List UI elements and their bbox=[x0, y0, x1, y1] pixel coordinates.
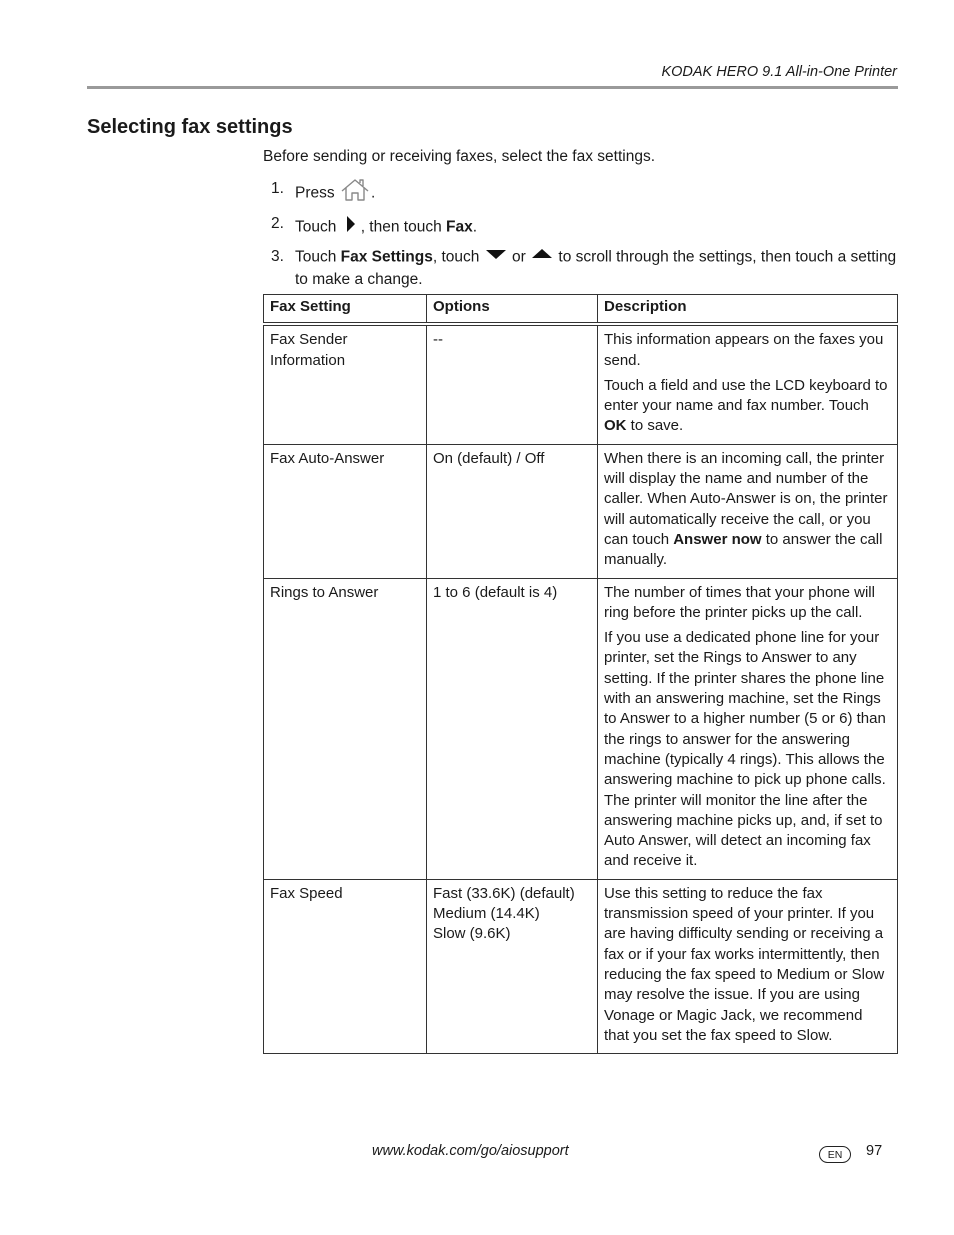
step-3: 3. Touch Fax Settings, touch or to scroll through the settings, then touch a setting to make a change. bbox=[263, 246, 897, 291]
intro-text: Before sending or receiving faxes, select the fax settings. bbox=[263, 148, 656, 165]
description-cell: Use this setting to reduce the fax transmission speed of your printer. If you are having difficulty sending or receiving a fax or if your fax works intermittently, then reducing the fax speed to Medium or Slow may resolve the issue. If you are using Vonage or Magic Jack, we recommend that you set the fax speed to Slow. bbox=[598, 879, 898, 1053]
language-badge: EN bbox=[819, 1146, 851, 1163]
description-cell: This information appears on the faxes you send. Touch a field and use the LCD keyboard to enter your name and fax number. Touch OK to save. bbox=[598, 324, 898, 444]
down-arrow-icon bbox=[484, 246, 508, 269]
right-arrow-icon bbox=[341, 213, 361, 242]
column-header: Description bbox=[598, 295, 898, 325]
fax-settings-table bbox=[263, 294, 898, 1054]
home-icon bbox=[339, 178, 371, 209]
support-url: www.kodak.com/go/aiosupport bbox=[372, 1143, 569, 1159]
running-header: KODAK HERO 9.1 All-in-One Printer bbox=[661, 64, 897, 80]
setting-cell: Rings to Answer bbox=[264, 578, 427, 879]
table-row bbox=[264, 879, 898, 1053]
step-number: 3. bbox=[271, 248, 284, 265]
table-row bbox=[264, 324, 898, 444]
description-cell: When there is an incoming call, the printer will display the name and number of the caller. When Auto-Answer is on, the printer will automatically receive the call, or you can touch Answer now to answer the call manually. bbox=[598, 444, 898, 578]
setting-cell: Fax Auto-Answer bbox=[264, 444, 427, 578]
description-cell: The number of times that your phone will ring before the printer picks up the call. If you use a dedicated phone line for your printer, set the Rings to Answer to any setting. If the printer shares the phone line with an answering machine, set the Rings to Answer to a higher number (5 or 6) than the rings to answer for the answering machine (typically 4 rings). This allows the answering machine to pick up phone calls. The printer will monitor the line after the answering machine picks up, and, if set to Auto Answer, will detect an incoming fax and receive it. bbox=[598, 578, 898, 879]
step-2: 2. Touch , then touch Fax. bbox=[263, 213, 897, 242]
options-cell: Fast (33.6K) (default) Medium (14.4K) Slow (9.6K) bbox=[427, 879, 598, 1053]
steps-list bbox=[263, 178, 897, 295]
step-number: 2. bbox=[271, 215, 284, 232]
table-row bbox=[264, 444, 898, 578]
setting-cell: Fax Sender Information bbox=[264, 324, 427, 444]
column-header: Options bbox=[427, 295, 598, 325]
page-number: 97 bbox=[866, 1143, 883, 1159]
table-row bbox=[264, 578, 898, 879]
options-cell: -- bbox=[427, 324, 598, 444]
header-rule bbox=[87, 86, 898, 89]
column-header: Fax Setting bbox=[264, 295, 427, 325]
table-header-row bbox=[264, 295, 898, 325]
step-1: 1. Press . bbox=[263, 178, 897, 209]
options-cell: 1 to 6 (default is 4) bbox=[427, 578, 598, 879]
up-arrow-icon bbox=[530, 246, 554, 269]
options-cell: On (default) / Off bbox=[427, 444, 598, 578]
setting-cell: Fax Speed bbox=[264, 879, 427, 1053]
section-title: Selecting fax settings bbox=[87, 116, 293, 138]
step-number: 1. bbox=[271, 180, 284, 197]
